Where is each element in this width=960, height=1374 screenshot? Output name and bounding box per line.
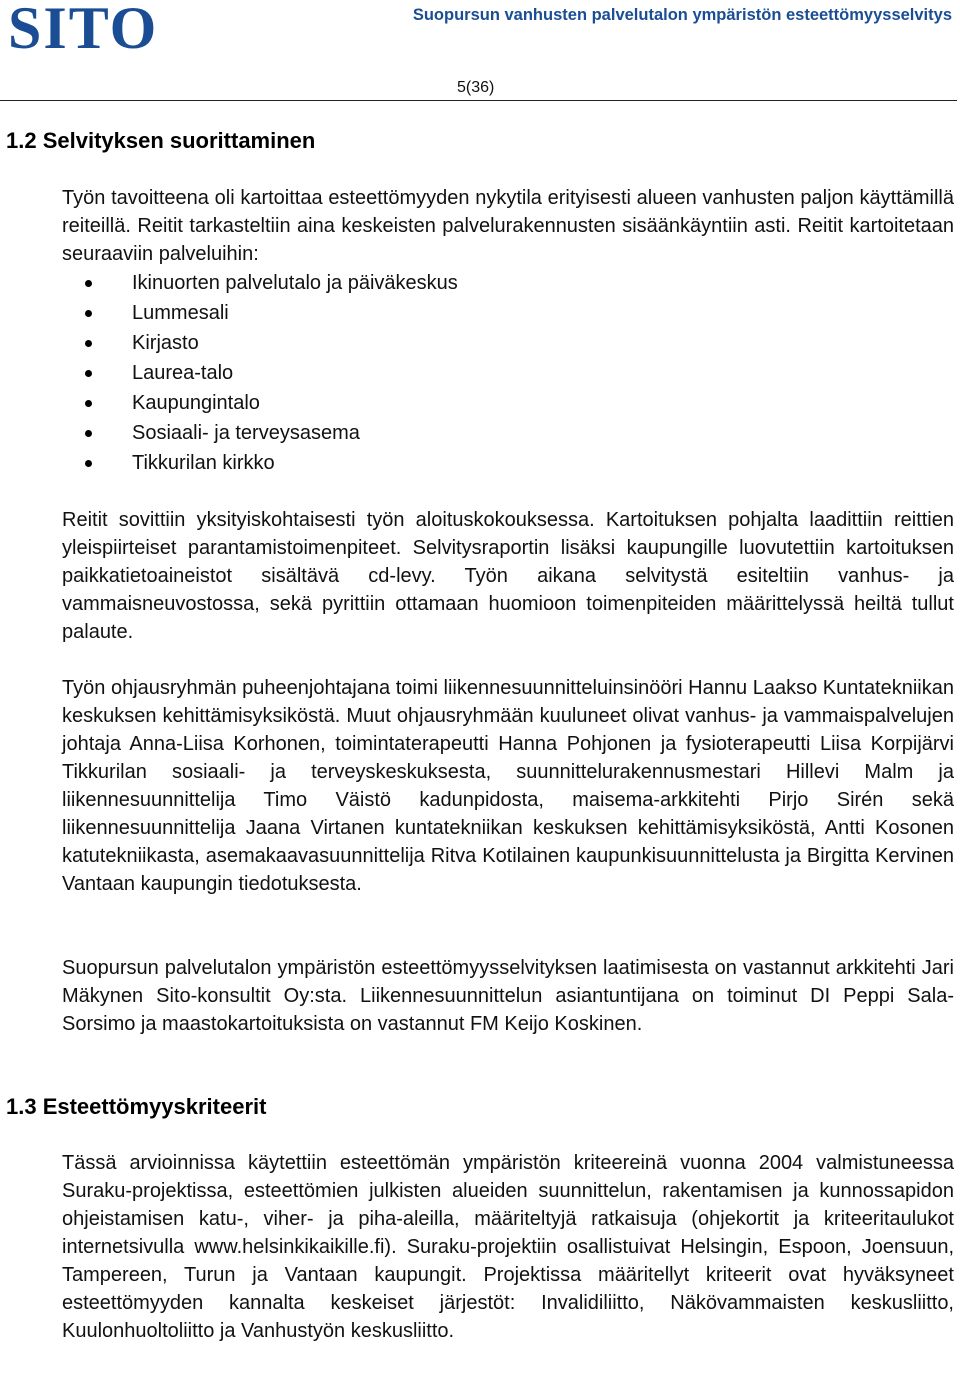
paragraph-intro: Työn tavoitteena oli kartoittaa esteettömyyden nykytila erityisesti alueen vanhusten paljon käyttämillä reiteillä. Reitit tarkasteltiin aina keskeisten palvelurakennusten sisäänkäyntiin asti. Reitit kartoitetaan seuraaviin palveluihin: [62, 187, 954, 265]
paragraph-criteria: Tässä arvioinnissa käytettiin esteettömän ympäristön kriteereinä vuonna 2004 valmistuneessa Suraku-projektissa, esteettömien julkisten alueiden suunnittelun, rakentamisen ja kunnossapidon ohjeistamisen katu-, viher- ja piha-aleilla, määriteltyjä ratkaisuja (ohjekortit ja kriteeritaulukot internetsivulla www.helsinkikaikille.fi). Suraku-projektiin osallistuivat Helsingin, Espoon, Joensuun, Tampereen, Turun ja Vantaan kaupungit. Projektissa määritellyt kriteerit ovat hyväksyneet esteettömyyden kannalta keskeiset järjestöt: Invalidiliitto, Näkövammaisten keskusliitto, Kuulonhuoltoliitto ja Vanhustyön keskusliitto. [62, 1152, 954, 1342]
bullet-icon [85, 340, 92, 347]
bullet-icon [85, 370, 92, 377]
list-item: Kirjasto [62, 328, 458, 358]
bullet-icon [85, 310, 92, 317]
section-heading-1-2: 1.2 Selvityksen suorittaminen [6, 128, 316, 153]
sito-logo: SITO [8, 0, 159, 61]
services-list [62, 268, 458, 478]
list-item: Ikinuorten palvelutalo ja päiväkeskus [62, 268, 458, 298]
page-number: 5(36) [457, 79, 495, 96]
bullet-icon [85, 280, 92, 287]
bullet-icon [85, 430, 92, 437]
paragraph-authors: Suopursun palvelutalon ympäristön esteettömyysselvityksen laatimisesta on vastannut arkkitehti Jari Mäkynen Sito-konsultit Oy:sta. Liikennesuunnittelun asiantuntijana on toiminut DI Peppi Sala-Sorsimo ja maastokartoituksista on vastannut FM Keijo Koskinen. [62, 957, 954, 1035]
paragraph-meetings: Reitit sovittiin yksityiskohtaisesti työn aloituskokouksessa. Kartoituksen pohjalta laadittiin reittien yleispiirteiset parantamistoimenpiteet. Selvitysraportin lisäksi kaupungille luovutettiin kartoituksen paikkatietoaineistot sisältävä cd-levy. Työn aikana selvitystä esiteltiin vanhus- ja vammaisneuvostossa, sekä pyrittiin ottamaan huomioon toimenpiteiden määrittelyssä heiltä tullut palaute. [62, 509, 954, 643]
paragraph-steering-group: Työn ohjausryhmän puheenjohtajana toimi liikennesuunnitteluinsinööri Hannu Laakso Kuntatekniikan keskuksen kehittämisyksiköstä. Muut ohjausryhmään kuuluneet olivat vanhus- ja vammaispalvelujen johtaja Anna-Liisa Korhonen, toimintaterapeutti Hanna Pohjonen ja fysioterapeutti Liisa Korpijärvi Tikkurilan sosiaali- ja terveyskeskuksesta, suunnittelurakennusmestari Hillevi Malm ja liikennesuunnittelija Timo Väistö kadunpidosta, maisema-arkkitehti Pirjo Sirén sekä liikennesuunnittelija Jaana Virtanen kuntatekniikan keskuksen kehittämisyksiköstä, Antti Kosonen katutekniikasta, asemakaavasuunnittelija Ritva Kotilainen kaupunkisuunnittelusta ja Birgitta Kervinen Vantaan kaupungin tiedotuksesta. [62, 677, 954, 895]
list-item: Tikkurilan kirkko [62, 448, 458, 478]
bullet-icon [85, 400, 92, 407]
bullet-icon [85, 460, 92, 467]
header-divider [0, 100, 957, 101]
list-item: Kaupungintalo [62, 388, 458, 418]
list-item: Lummesali [62, 298, 458, 328]
section-heading-1-3: 1.3 Esteettömyyskriteerit [6, 1094, 267, 1119]
list-item: Laurea-talo [62, 358, 458, 388]
list-item: Sosiaali- ja terveysasema [62, 418, 458, 448]
document-title: Suopursun vanhusten palvelutalon ympäristön esteettömyysselvitys [412, 6, 952, 24]
